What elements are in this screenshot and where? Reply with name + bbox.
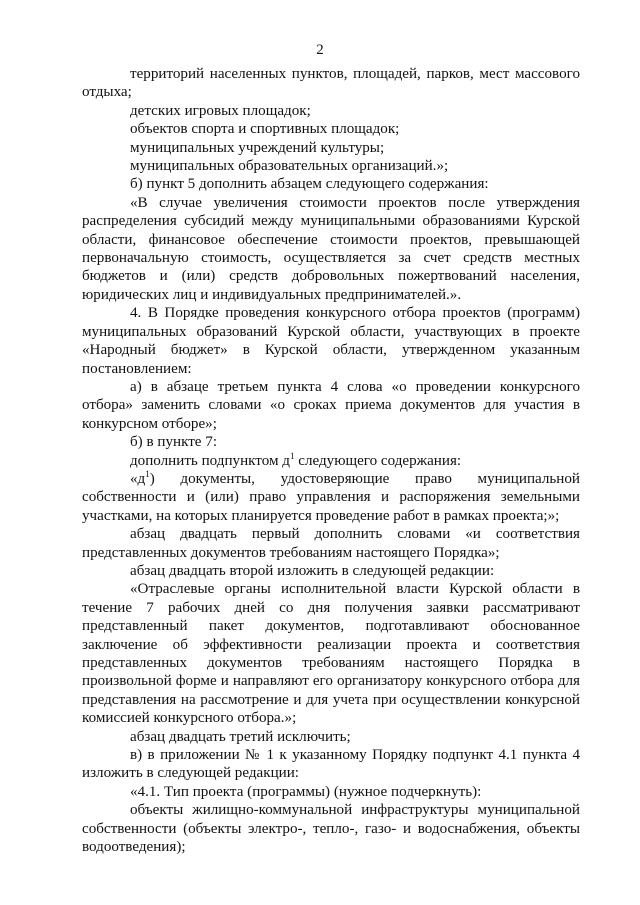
paragraph-text: дополнить подпунктом д bbox=[130, 452, 290, 469]
paragraph: 4. В Порядке проведения конкурсного отбора проектов (программ) муниципальных образований Курской области, участвующих в проекте «Народный бюджет» в Курской области, утвержденном указанным постановлением: bbox=[82, 305, 580, 377]
paragraph: муниципальных учреждений культуры; bbox=[130, 139, 385, 156]
superscript: 1 bbox=[289, 450, 295, 461]
paragraph: абзац двадцать первый дополнить словами «и соответствия представленных документов требованиям настоящего Порядка»; bbox=[82, 526, 580, 561]
paragraph: муниципальных образовательных организаций.»; bbox=[130, 158, 449, 175]
paragraph: «Отраслевые органы исполнительной власти Курской области в течение 7 рабочих дней со дня получения заявки рассматривают представленный пакет документов, подготавливают обоснованное заключение об эффективности реализации проекта и соответствия представленных документов требованиям настоящего Порядка в произвольной форме и направляют его организатору конкурсного отбора для представления на рассмотрение и для учета при осуществлении конкурсной комиссией конкурсного отбора.»; bbox=[82, 581, 580, 727]
paragraph-text: «д bbox=[130, 470, 146, 487]
paragraph: б) в пункте 7: bbox=[130, 434, 218, 451]
paragraph: объектов спорта и спортивных площадок; bbox=[130, 121, 400, 138]
paragraph: абзац двадцать второй изложить в следующей редакции: bbox=[130, 562, 495, 579]
paragraph: в) в приложении № 1 к указанному Порядку подпункт 4.1 пункта 4 изложить в следующей редакции: bbox=[82, 747, 580, 782]
paragraph: а) в абзаце третьем пункта 4 слова «о проведении конкурсного отбора» заменить словами «о сроках приема документов для участия в конкурсном отборе»; bbox=[82, 378, 580, 432]
paragraph: «В случае увеличения стоимости проектов после утверждения распределения субсидий между муниципальными образованиями Курской области, финансовое обеспечение стоимости проектов, превышающей первоначальную стоимость, осуществляется за счет средств местных бюджетов и (или) средств добровольных пожертвований населения, юридических лиц и индивидуальных предпринимателей.». bbox=[82, 194, 580, 303]
paragraph bbox=[82, 470, 580, 525]
document-body bbox=[82, 65, 580, 856]
superscript: 1 bbox=[145, 468, 150, 479]
paragraph-text: следующего содержания: bbox=[294, 452, 462, 469]
page-number: 2 bbox=[316, 42, 324, 58]
paragraph bbox=[82, 452, 580, 470]
paragraph: детских игровых площадок; bbox=[130, 102, 311, 119]
paragraph: б) пункт 5 дополнить абзацем следующего содержания: bbox=[130, 176, 489, 193]
paragraph: абзац двадцать третий исключить; bbox=[130, 728, 351, 745]
paragraph: объекты жилищно-коммунальной инфраструктуры муниципальной собственности (объекты электро-, тепло-, газо- и водоснабжения, объекты водоотведения); bbox=[82, 802, 580, 856]
paragraph: территорий населенных пунктов, площадей, парков, мест массового отдыха; bbox=[82, 66, 580, 101]
paragraph: «4.1. Тип проекта (программы) (нужное подчеркнуть): bbox=[130, 783, 482, 800]
paragraph-text: ) документы, удостоверяющие право муниципальной собственности и (или) право управления и распоряжения земельными участками, на которых планируется проведение работ в рамках проекта;»; bbox=[82, 470, 580, 524]
